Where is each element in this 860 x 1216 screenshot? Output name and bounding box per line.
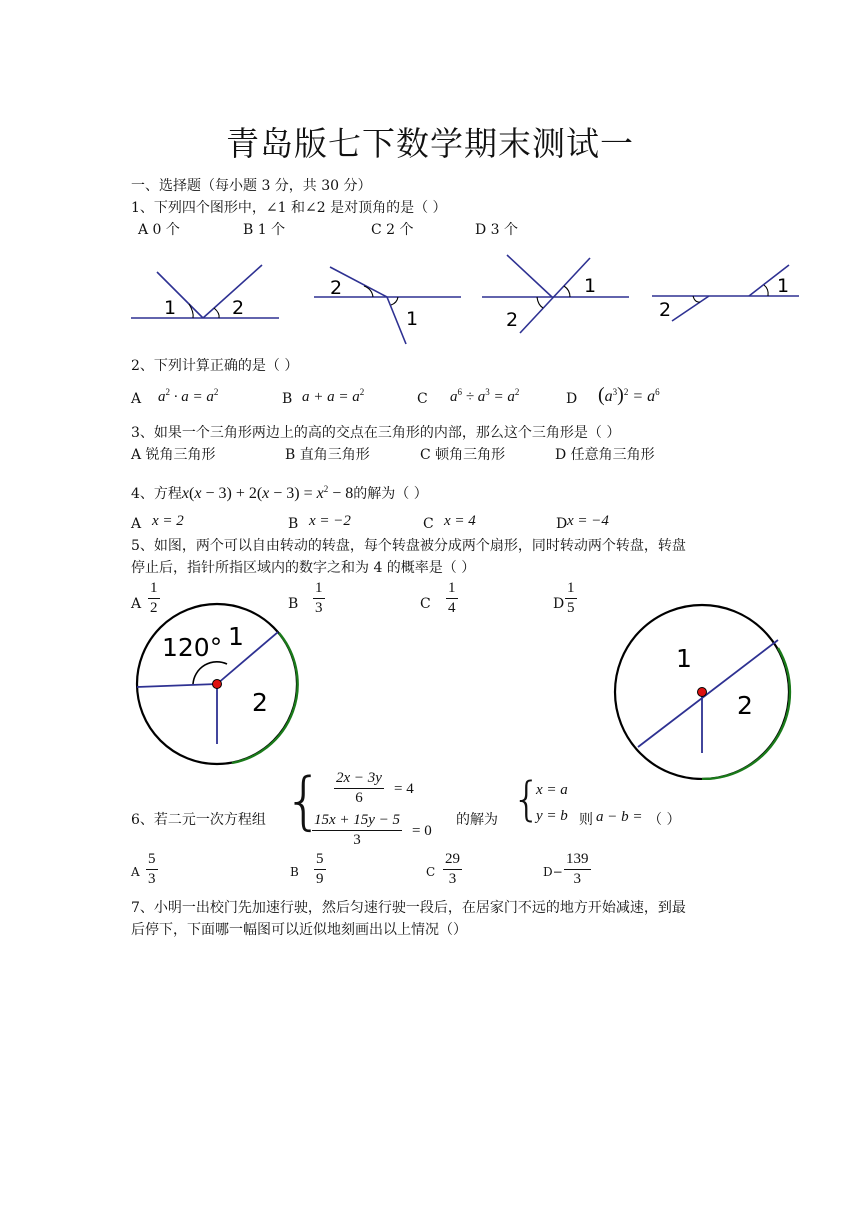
question-1-option-d: D 3 个 (475, 222, 519, 238)
figure-2-label-2: 2 (330, 277, 343, 299)
question-5-option-d-letter: D (553, 596, 565, 612)
question-6-mid-text: 的解为 (456, 812, 498, 828)
figure-2-label-1: 1 (406, 308, 419, 330)
fraction-denominator: 3 (315, 600, 323, 616)
question-6-option-d-fraction (564, 851, 591, 888)
question-5-option-c-letter: C (420, 596, 431, 612)
solution-left-brace: { (512, 772, 542, 826)
fraction-numerator: 1 (148, 580, 160, 599)
section-heading: 一、选择题（每小题 3 分，共 30 分） (131, 178, 372, 194)
question-7-line-1: 7、小明一出校门先加速行驶，然后匀速行驶一段后，在居家门不远的地方开始减速，到最 (131, 900, 686, 916)
figure-3-label-1: 1 (584, 275, 597, 297)
left-spinner-label-2: 2 (252, 688, 268, 717)
question-3-option-c: C 顿角三角形 (420, 447, 506, 463)
page-title: 青岛版七下数学期末测试一 (226, 124, 634, 163)
question-2-option-a-letter: A (131, 391, 142, 407)
question-6-option-a-letter: A (131, 865, 140, 879)
left-spinner-angle-label: 120° (162, 633, 223, 662)
right-spinner (615, 605, 790, 779)
question-6-then: 则 (579, 812, 593, 828)
right-spinner-label-2: 2 (737, 691, 753, 720)
question-7-line-2: 后停下，下面哪一幅图可以近似地刻画出以上情况（） (131, 922, 467, 938)
fraction-denominator: 9 (316, 871, 324, 887)
question-4-equation: $x(x - 3) + 2(x - 3) = x^2 - 8$ (181, 484, 354, 502)
question-2-stem: 2、下列计算正确的是（ ） (131, 358, 299, 374)
question-3-option-b: B 直角三角形 (285, 447, 370, 463)
question-2-option-b-formula: $a + a = a^2$ (302, 387, 365, 405)
question-4-option-d-value: x = −4 (567, 513, 609, 529)
figure-3-label-2: 2 (506, 309, 519, 331)
question-2-option-c-letter: C (417, 391, 428, 407)
question-6-solution-y: y = b (536, 808, 568, 824)
question-4-option-c-value: x = 4 (444, 513, 476, 529)
question-1-stem: 1、下列四个图形中，∠1 和∠2 是对顶角的是（ ） (131, 200, 447, 216)
question-2-option-d-formula: $(a^3)^2 = a^6$ (598, 384, 660, 406)
question-6-option-b-letter: B (290, 865, 299, 879)
fraction-numerator: 5 (314, 851, 326, 870)
right-spinner-label-1: 1 (676, 644, 692, 673)
figure-4-label-1: 1 (777, 275, 790, 297)
question-4-option-b-value: x = −2 (309, 513, 351, 529)
fraction-numerator: 1 (565, 580, 577, 599)
question-4-option-d-letter: D (556, 516, 568, 532)
question-4-suffix: 的解为（ ） (353, 486, 428, 502)
question-6-option-d-letter: D− (543, 865, 563, 879)
fraction-denominator: 6 (355, 790, 363, 806)
fraction-denominator: 3 (448, 871, 457, 887)
question-6-equation-2-rhs: = 0 (412, 823, 432, 839)
fraction-denominator: 3 (353, 832, 361, 848)
left-spinner (137, 604, 298, 764)
angle-figure-3 (482, 255, 629, 333)
question-3-option-d: D 任意角三角形 (555, 447, 655, 463)
angle-figure-1 (131, 265, 279, 318)
fraction-denominator: 2 (150, 600, 158, 616)
figure-1-label-2: 2 (232, 297, 245, 319)
fraction-denominator: 3 (573, 871, 581, 887)
question-4-option-a-value: x = 2 (152, 513, 184, 529)
question-1-option-a: A 0 个 (138, 222, 180, 238)
question-5-option-b-letter: B (288, 596, 299, 612)
question-5-spinners (0, 600, 860, 780)
question-2-option-b-letter: B (282, 391, 293, 407)
question-6-expression: a − b = (596, 809, 643, 825)
question-5-line-1: 5、如图，两个可以自由转动的转盘，每个转盘被分成两个扇形，同时转动两个转盘，转盘 (131, 538, 686, 554)
fraction-numerator: 29 (443, 851, 462, 870)
question-6-equation-1-rhs: = 4 (394, 781, 414, 797)
question-1-option-b: B 1 个 (243, 222, 286, 238)
question-6-option-c-letter: C (426, 865, 436, 879)
question-6-equation-2-fraction (312, 812, 402, 849)
fraction-numerator: 1 (313, 580, 325, 599)
question-4-option-a-letter: A (131, 516, 142, 532)
question-6-option-c-fraction (443, 851, 462, 888)
fraction-denominator: 4 (448, 600, 456, 616)
question-6-equation-1-fraction (334, 770, 384, 807)
fraction-denominator: 5 (567, 600, 575, 616)
fraction-numerator: 139 (564, 851, 591, 870)
fraction-denominator: 3 (148, 871, 156, 887)
question-6-option-a-fraction (146, 851, 158, 888)
left-spinner-label-1: 1 (228, 622, 244, 651)
question-3-stem: 3、如果一个三角形两边上的高的交点在三角形的内部，那么这个三角形是（ ） (131, 425, 621, 441)
question-1-option-c: C 2 个 (371, 222, 414, 238)
question-4-option-c-letter: C (423, 516, 434, 532)
question-2-option-d-letter: D (566, 391, 578, 407)
fraction-numerator: 15x + 15y − 5 (312, 812, 402, 831)
question-6-solution-x: x = a (536, 782, 568, 798)
question-2-option-c-formula: $a^6 \div a^3 = a^2$ (450, 387, 520, 405)
fraction-numerator: 5 (146, 851, 158, 870)
figure-1-label-1: 1 (164, 297, 177, 319)
system-left-brace: { (284, 764, 324, 837)
question-5-option-a-letter: A (131, 596, 142, 612)
question-6-prefix: 6、若二元一次方程组 (131, 812, 266, 828)
question-4-stem (131, 479, 428, 504)
question-6-option-b-fraction (314, 851, 326, 888)
question-3-option-a: A 锐角三角形 (131, 447, 216, 463)
question-2-option-a-formula: $a^2 \cdot a = a^2$ (158, 387, 219, 405)
fraction-numerator: 1 (446, 580, 458, 599)
question-4-prefix: 4、方程 (131, 486, 182, 502)
fraction-numerator: 2x − 3y (334, 770, 384, 789)
figure-4-label-2: 2 (659, 299, 672, 321)
question-5-line-2: 停止后，指针所指区域内的数字之和为 4 的概率是（ ） (131, 560, 476, 576)
question-6-answer-blank: （ ） (648, 812, 681, 828)
question-4-option-b-letter: B (288, 516, 299, 532)
question-1-figures (0, 0, 860, 360)
